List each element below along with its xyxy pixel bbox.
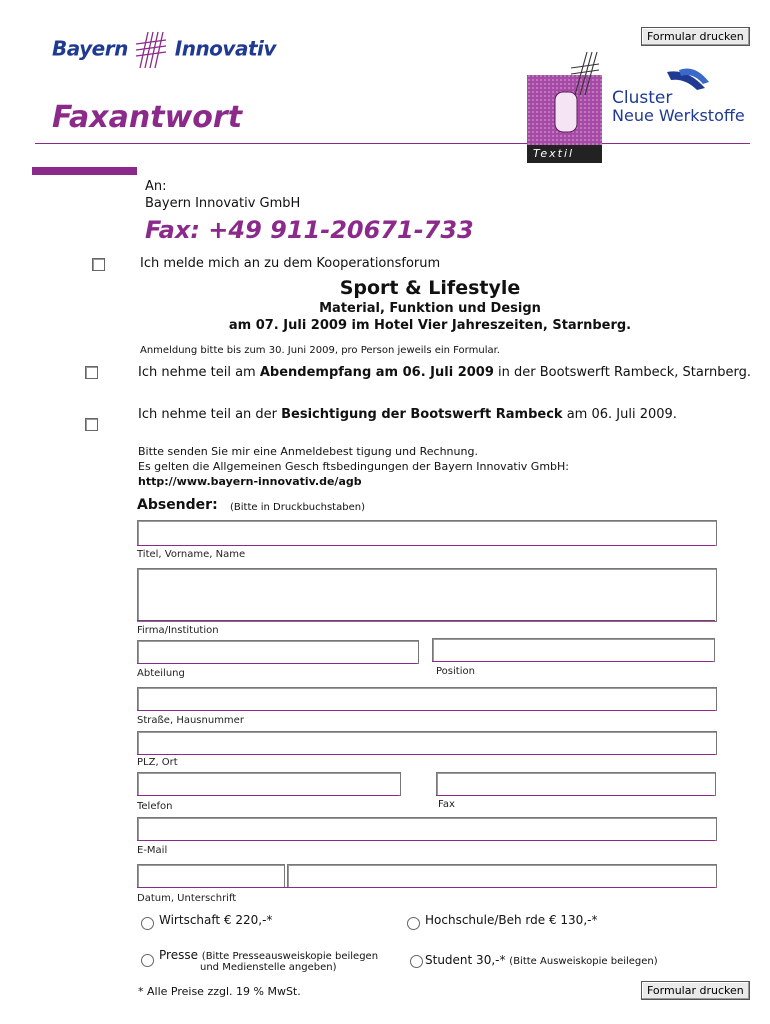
print-form-button-top[interactable]: Formular drucken	[641, 27, 750, 46]
price-student-radio[interactable]	[410, 955, 423, 968]
reception-label	[138, 365, 751, 380]
name-input[interactable]	[137, 520, 717, 546]
tour-pre: Ich nehme teil an der	[138, 407, 282, 422]
phone-input[interactable]	[137, 772, 401, 796]
tour-bold: Besichtigung der Bootswerft Rambeck	[281, 407, 563, 422]
price-press-label	[159, 948, 378, 962]
press-note-line1: (Bitte Presseausweiskopie beilegen	[201, 951, 379, 962]
fax-label: Fax	[438, 799, 455, 810]
price-business-radio[interactable]	[141, 917, 154, 930]
date-signature-underline	[137, 887, 715, 888]
reception-pre: Ich nehme teil am	[138, 365, 260, 380]
phone-underline	[137, 795, 399, 796]
city-input[interactable]	[137, 731, 717, 755]
email-input[interactable]	[137, 817, 717, 841]
event-date-place: am 07. Juli 2009 im Hotel Vier Jahreszeiten, Starnberg.	[228, 318, 632, 333]
reception-bold: Abendempfang am 06. Juli 2009	[259, 365, 494, 380]
reception-post: in der Bootswerft Rambeck, Starnberg.	[493, 365, 751, 380]
name-underline	[137, 545, 715, 546]
date-signature-label: Datum, Unterschrift	[137, 893, 237, 904]
department-underline	[137, 663, 417, 664]
position-label: Position	[436, 666, 475, 677]
cluster-line2: Neue Werkstoffe	[612, 106, 745, 125]
department-label: Abteilung	[137, 668, 185, 679]
date-input[interactable]	[137, 864, 285, 888]
logo-hatch-icon	[134, 30, 168, 70]
vat-note: * Alle Preise zzgl. 19 % MwSt.	[138, 985, 301, 998]
department-input[interactable]	[137, 640, 419, 664]
company-input[interactable]	[137, 568, 717, 622]
fax-number: Fax: +49 911-20671-733	[145, 216, 474, 244]
cluster-logo	[527, 50, 752, 165]
forum-label: Ich melde mich an zu dem Kooperationsforum	[140, 256, 441, 271]
street-input[interactable]	[137, 687, 717, 711]
logo-text-left: Bayern	[52, 36, 128, 61]
tour-post: am 06. Juli 2009.	[562, 407, 677, 422]
city-label: PLZ, Ort	[137, 757, 178, 768]
to-label: An:	[145, 179, 167, 194]
fax-input[interactable]	[436, 772, 716, 796]
email-label: E-Mail	[137, 845, 168, 856]
position-underline	[432, 661, 713, 662]
page-title: Faxantwort	[52, 100, 243, 135]
position-input[interactable]	[432, 638, 715, 662]
city-underline	[137, 754, 715, 755]
event-subtitle: Material, Funktion und Design	[319, 301, 541, 316]
student-note: (Bitte Ausweiskopie beilegen)	[509, 956, 658, 967]
tour-label	[138, 407, 677, 422]
phone-label: Telefon	[137, 801, 173, 812]
reception-checkbox[interactable]	[85, 366, 98, 379]
fax-underline	[436, 795, 714, 796]
company-underline	[137, 620, 715, 621]
price-university-radio[interactable]	[407, 917, 420, 930]
logo-text-right: Innovativ	[174, 36, 276, 61]
press-note-line2: und Medienstelle angeben)	[200, 962, 337, 973]
sender-heading-note: (Bitte in Druckbuchstaben)	[230, 502, 365, 513]
deadline-note: Anmeldung bitte bis zum 30. Juni 2009, pro Person jeweils ein Formular.	[140, 345, 500, 356]
email-underline	[137, 840, 715, 841]
street-label: Straße, Hausnummer	[137, 715, 244, 726]
name-label: Titel, Vorname, Name	[137, 549, 246, 560]
agb-link[interactable]: http://www.bayern-innovativ.de/agb	[138, 475, 362, 488]
forum-checkbox[interactable]	[92, 258, 105, 271]
company-label: Firma/Institution	[137, 625, 219, 636]
price-student-label	[425, 953, 658, 967]
student-text: Student 30,-*	[425, 953, 506, 967]
print-form-button-bottom[interactable]: Formular drucken	[641, 981, 750, 1000]
cluster-line1: Cluster	[612, 88, 673, 108]
signature-input[interactable]	[287, 864, 717, 888]
press-text: Presse	[159, 948, 198, 962]
price-press-radio[interactable]	[141, 954, 154, 967]
price-university-label: Hochschule/Beh rde € 130,-*	[425, 913, 598, 927]
accent-bar	[32, 167, 137, 175]
tour-checkbox[interactable]	[85, 418, 98, 431]
confirm-line1: Bitte senden Sie mir eine Anmeldebest tigung und Rechnung.	[138, 445, 478, 458]
cluster-tag: Textil	[533, 147, 575, 160]
bayern-innovativ-logo	[52, 30, 276, 70]
street-underline	[137, 710, 715, 711]
confirm-line2: Es gelten die Allgemeinen Gesch ftsbedingungen der Bayern Innovativ GmbH:	[138, 460, 570, 473]
sender-heading: Absender:	[137, 497, 218, 513]
event-title: Sport & Lifestyle	[339, 277, 521, 299]
recipient: Bayern Innovativ GmbH	[145, 196, 301, 211]
price-business-label: Wirtschaft € 220,-*	[159, 913, 273, 927]
